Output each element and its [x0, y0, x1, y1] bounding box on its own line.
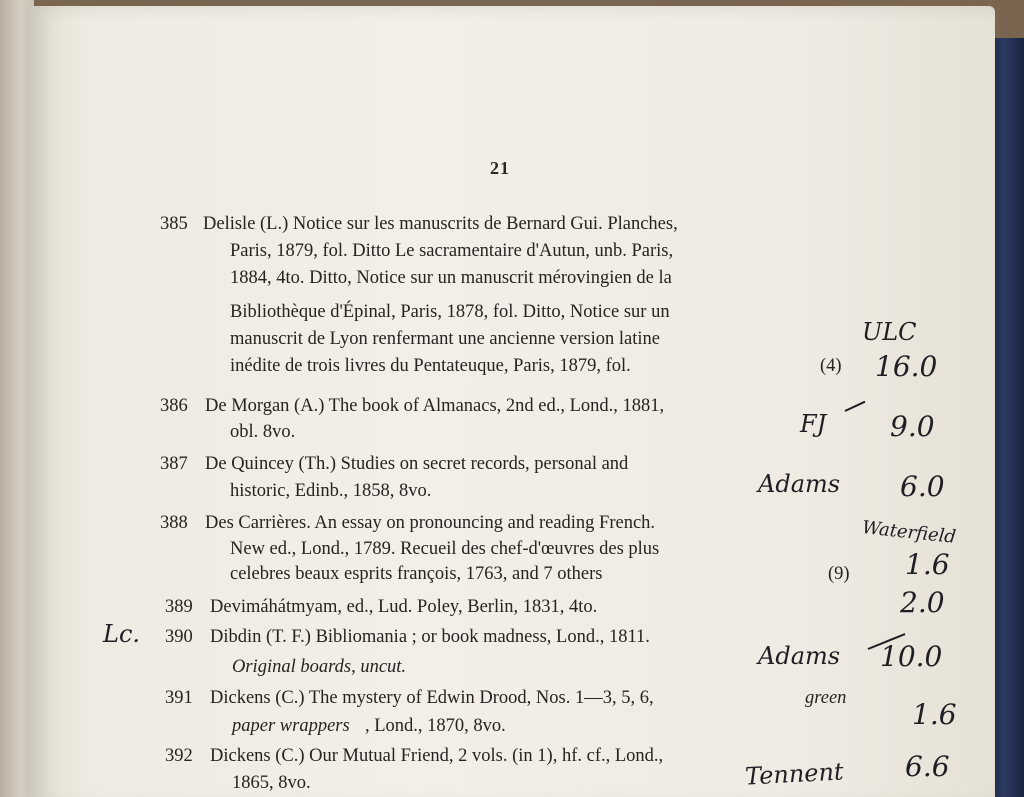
price-note: 2.0 [900, 586, 945, 619]
entry-line: , Lond., 1870, 8vo. [365, 716, 506, 736]
entry-line: celebres beaux esprits françois, 1763, and 7 others [230, 564, 603, 584]
entry-number: 389 [165, 597, 193, 617]
entry-line: historic, Edinb., 1858, 8vo. [230, 481, 432, 501]
buyer-note: ULC [862, 318, 917, 346]
price-note: 6.0 [900, 470, 945, 503]
price-note: 1.6 [905, 548, 950, 581]
price-note: 10.0 [880, 640, 943, 673]
price-note: 16.0 [875, 350, 938, 383]
entry-number: 392 [165, 746, 193, 766]
entry-line: Paris, 1879, fol. Ditto Le sacramentaire d'Autun, unb. Paris, [230, 241, 674, 261]
price-note: 1.6 [912, 698, 957, 731]
buyer-note: Tennent [744, 757, 845, 791]
buyer-note: Waterfield [861, 517, 957, 548]
entry-number: 391 [165, 688, 193, 708]
entry-line: New ed., Lond., 1789. Recueil des chef-d'œuvres des plus [230, 539, 660, 559]
entry-line: Delisle (L.) Notice sur les manuscrits de Bernard Gui. Planches, [203, 214, 678, 234]
buyer-note: Adams [758, 470, 841, 498]
entry-line: Dickens (C.) Our Mutual Friend, 2 vols. (in 1), hf. cf., Lond., [210, 746, 664, 766]
item-count: (9) [828, 564, 850, 584]
entry-italic-phrase: paper wrappers [232, 716, 350, 736]
entry-line: Bibliothèque d'Épinal, Paris, 1878, fol. Ditto, Notice sur un [230, 302, 670, 322]
entry-number: 387 [160, 454, 188, 474]
price-note: 6.6 [905, 750, 950, 783]
buyer-note: Adams [758, 642, 841, 670]
entry-line: inédite de trois livres du Pentateuque, Paris, 1879, fol. [230, 356, 631, 376]
margin-note: Lc. [103, 620, 141, 648]
buyer-note: FJ [800, 410, 827, 438]
entry-line: 1865, 8vo. [232, 773, 311, 793]
entry-line: De Morgan (A.) The book of Almanacs, 2nd ed., Lond., 1881, [205, 396, 665, 416]
price-note: 9.0 [890, 410, 935, 443]
entry-number: 388 [160, 513, 188, 533]
entry-italic-word: green [805, 688, 847, 708]
entry-note: Original boards, uncut. [232, 657, 407, 677]
entry-line: Devimáhátmyam, ed., Lud. Poley, Berlin, 1831, 4to. [210, 597, 598, 617]
entry-line: Dibdin (T. F.) Bibliomania ; or book madness, Lond., 1811. [210, 627, 650, 647]
entry-line: 1884, 4to. Ditto, Notice sur un manuscrit mérovingien de la [230, 268, 672, 288]
entry-number: 386 [160, 396, 188, 416]
entry-line: De Quincey (Th.) Studies on secret records, personal and [205, 454, 629, 474]
entry-line: obl. 8vo. [230, 422, 296, 442]
entry-line: Des Carrières. An essay on pronouncing and reading French. [205, 513, 656, 533]
entry-line: Dickens (C.) The mystery of Edwin Drood, Nos. 1—3, 5, 6, [210, 688, 654, 708]
entry-number: 385 [160, 214, 188, 234]
page-number: 21 [490, 158, 510, 178]
entry-line: manuscrit de Lyon renfermant une ancienne version latine [230, 329, 660, 349]
entry-number: 390 [165, 627, 193, 647]
item-count: (4) [820, 356, 842, 376]
